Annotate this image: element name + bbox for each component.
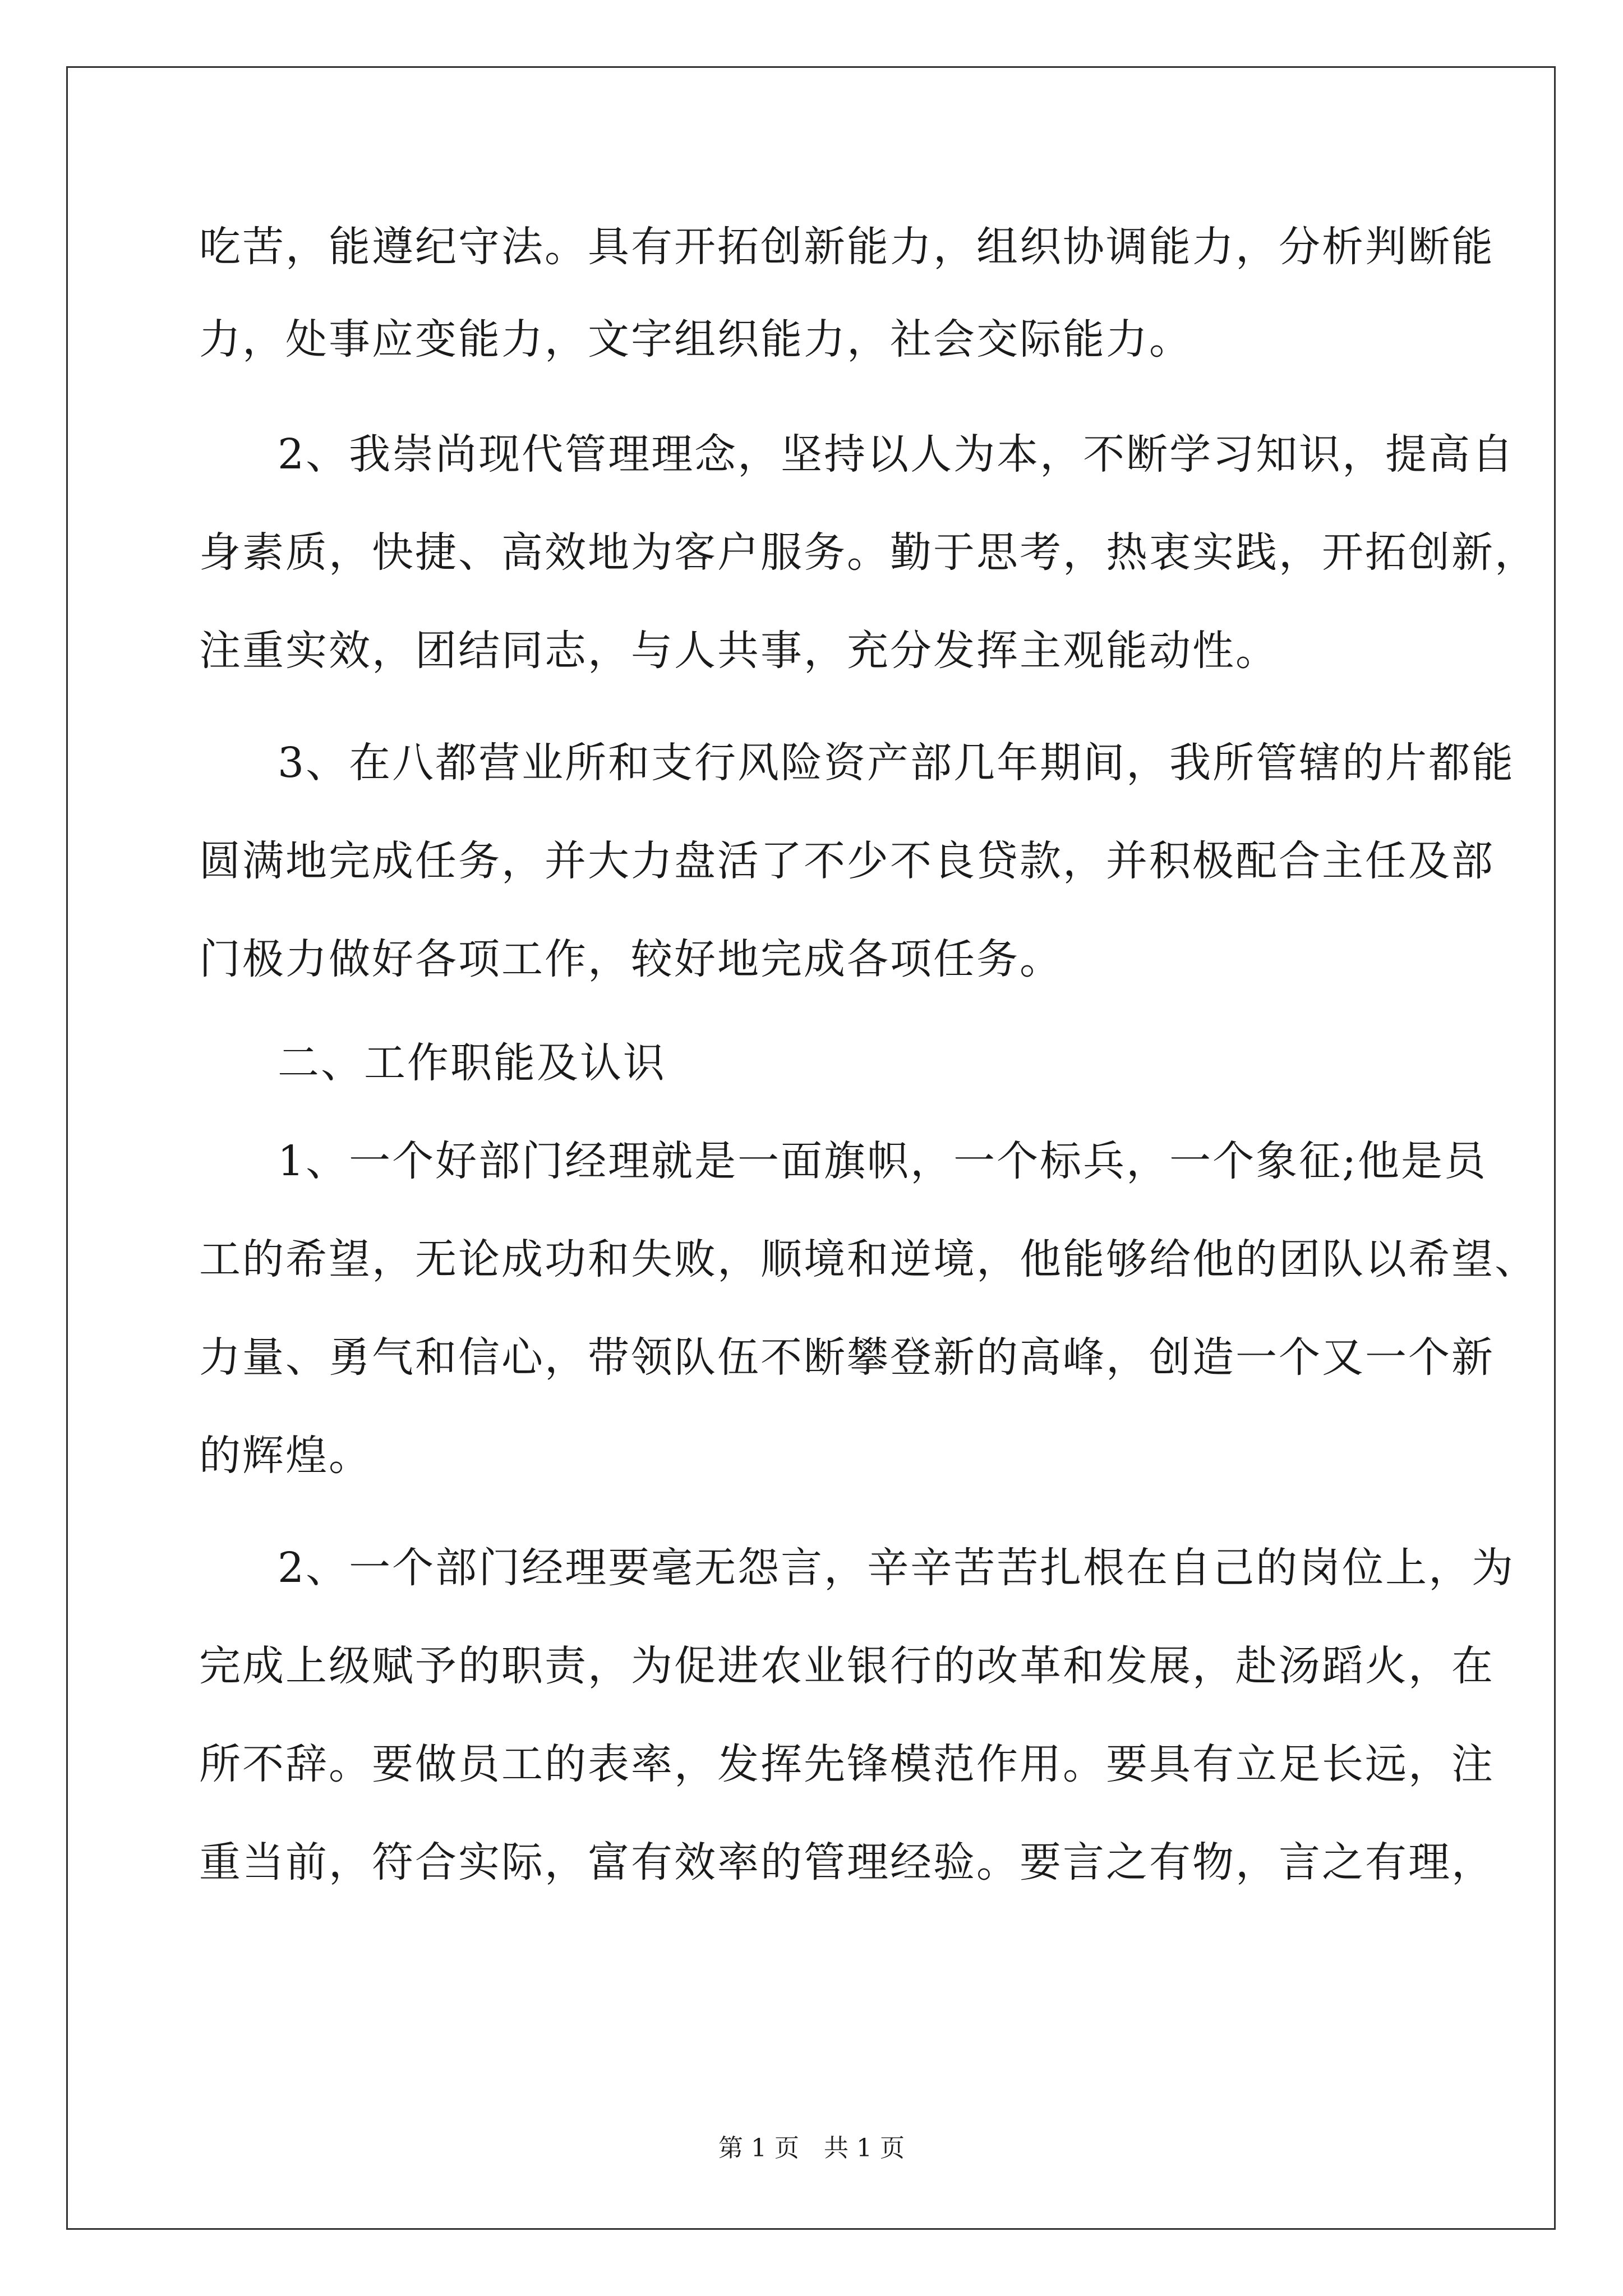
body-text-line: 完成上级赋予的职责，为促进农业银行的改革和发展，赴汤蹈火，在 — [199, 1642, 1495, 1690]
body-text-line: 的辉煌。 — [199, 1432, 372, 1480]
body-text-line: 重当前，符合实际，富有效率的管理经验。要言之有物，言之有理， — [199, 1838, 1495, 1887]
body-text-line: 力，处事应变能力，文字组织能力，社会交际能力。 — [199, 315, 1192, 364]
body-text-line: 所不辞。要做员工的表率，发挥先锋模范作用。要具有立足长远，注 — [199, 1740, 1495, 1788]
body-text-line: 注重实效，团结同志，与人共事，充分发挥主观能动性。 — [199, 627, 1279, 675]
section-heading: 二、工作职能及认识 — [278, 1039, 666, 1087]
body-text-line: 3、在八都营业所和支行风险资产部几年期间，我所管辖的片都能 — [278, 739, 1515, 787]
body-text-line: 身素质，快捷、高效地为客户服务。勤于思考，热衷实践，开拓创新， — [199, 528, 1538, 577]
body-text-line: 2、我崇尚现代管理理念，坚持以人为本，不断学习知识，提高自 — [278, 430, 1515, 478]
body-text-line: 门极力做好各项工作，较好地完成各项任务。 — [199, 935, 1063, 983]
body-text-line: 1、一个好部门经理就是一面旗帜，一个标兵，一个象征;他是员 — [278, 1137, 1488, 1185]
body-text-line: 2、一个部门经理要毫无怨言，辛辛苦苦扎根在自己的岗位上，为 — [278, 1544, 1515, 1592]
body-text-line: 吃苦，能遵纪守法。具有开拓创新能力，组织协调能力，分析判断能 — [199, 223, 1495, 271]
body-text-line: 工的希望，无论成功和失败，顺境和逆境，他能够给他的团队以希望、 — [199, 1235, 1538, 1283]
body-text-line: 圆满地完成任务，并大力盘活了不少不良贷款，并积极配合主任及部 — [199, 837, 1495, 885]
body-text-line: 力量、勇气和信心，带领队伍不断攀登新的高峰，创造一个又一个新 — [199, 1333, 1495, 1382]
page-footer: 第 1 页 共 1 页 — [718, 2134, 905, 2162]
